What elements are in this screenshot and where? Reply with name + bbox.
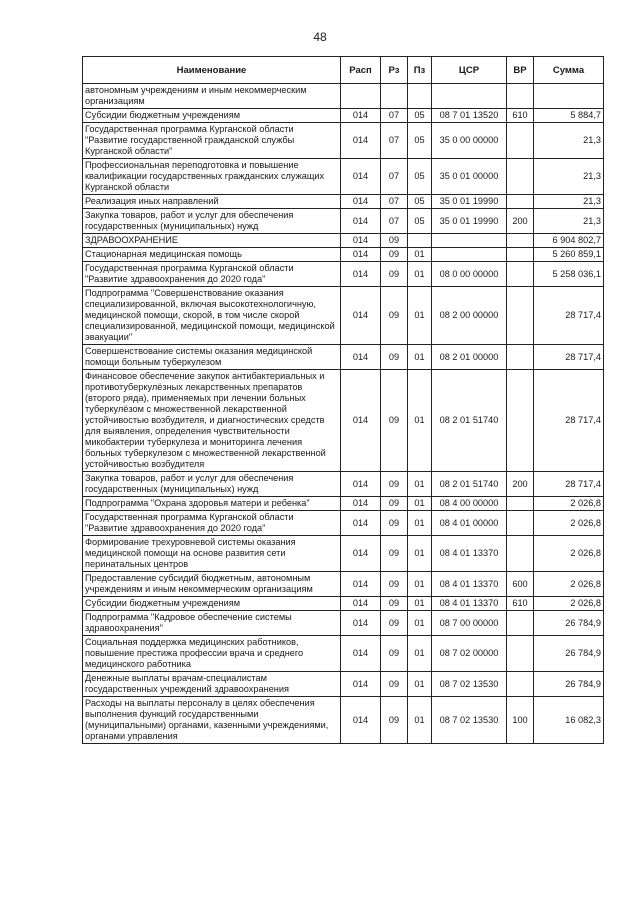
cell-rasp: 014 (341, 597, 381, 611)
cell-rasp: 014 (341, 697, 381, 744)
cell-pz: 05 (408, 109, 432, 123)
cell-rz: 07 (381, 195, 408, 209)
cell-csr: 08 4 01 13370 (432, 536, 507, 572)
cell-name: ЗДРАВООХРАНЕНИЕ (83, 234, 341, 248)
cell-vr (507, 248, 534, 262)
cell-vr (507, 345, 534, 370)
table-row (83, 234, 604, 248)
table-row (83, 572, 604, 597)
cell-vr (507, 123, 534, 159)
cell-name: Закупка товаров, работ и услуг для обеспечения государственных (муниципальных) нужд (83, 472, 341, 497)
cell-name: Профессиональная переподготовка и повышение квалификации государственных гражданских служащих Курганской области (83, 159, 341, 195)
cell-rz: 07 (381, 109, 408, 123)
cell-csr (432, 248, 507, 262)
cell-name: Подпрограмма "Охрана здоровья матери и ребенка" (83, 497, 341, 511)
cell-name: Расходы на выплаты персоналу в целях обеспечения выполнения функций государственными (муниципальными) органами, казенными учреждениями, органами управления (83, 697, 341, 744)
cell-pz: 05 (408, 209, 432, 234)
cell-sum: 2 026,8 (534, 597, 604, 611)
cell-sum: 28 717,4 (534, 472, 604, 497)
cell-csr: 35 0 01 00000 (432, 159, 507, 195)
table-body (83, 84, 604, 744)
table-row (83, 511, 604, 536)
cell-rz: 09 (381, 262, 408, 287)
cell-rz: 09 (381, 536, 408, 572)
cell-rz: 09 (381, 234, 408, 248)
cell-vr (507, 536, 534, 572)
cell-sum: 21,3 (534, 123, 604, 159)
cell-csr: 08 2 00 00000 (432, 287, 507, 345)
cell-pz: 01 (408, 497, 432, 511)
cell-csr: 08 7 02 13530 (432, 672, 507, 697)
cell-name: автономным учреждениям и иным некоммерческим организациям (83, 84, 341, 109)
table-row (83, 536, 604, 572)
cell-sum: 5 258 036,1 (534, 262, 604, 287)
cell-rasp: 014 (341, 209, 381, 234)
cell-pz: 01 (408, 572, 432, 597)
cell-name: Государственная программа Курганской области "Развитие здравоохранения до 2020 года" (83, 511, 341, 536)
cell-pz: 01 (408, 697, 432, 744)
cell-rasp: 014 (341, 511, 381, 536)
table-row (83, 248, 604, 262)
table-row (83, 84, 604, 109)
cell-sum: 28 717,4 (534, 287, 604, 345)
table-row (83, 672, 604, 697)
table-row (83, 697, 604, 744)
cell-rz: 09 (381, 672, 408, 697)
cell-vr (507, 287, 534, 345)
cell-csr: 08 4 01 13370 (432, 572, 507, 597)
cell-sum: 5 260 859,1 (534, 248, 604, 262)
cell-pz: 01 (408, 370, 432, 472)
cell-sum: 16 082,3 (534, 697, 604, 744)
cell-rz: 09 (381, 611, 408, 636)
cell-rasp: 014 (341, 370, 381, 472)
cell-rasp: 014 (341, 536, 381, 572)
column-header-pz: Пз (408, 57, 432, 84)
cell-rz: 07 (381, 123, 408, 159)
cell-pz: 01 (408, 536, 432, 572)
cell-csr: 08 4 01 00000 (432, 511, 507, 536)
cell-csr: 08 7 01 13520 (432, 109, 507, 123)
table-row (83, 611, 604, 636)
cell-name: Финансовое обеспечение закупок антибактериальных и противотуберкулёзных лекарственных препаратов (второго ряда), применяемых при лечении больных туберкулёзом с множественной лекарственной устойчивостью возбудителя, и диагностических средств для выявления, определения чувствительности микобактерии туберкулеза и мониторинга лечения больных туберкулезом с множественной лекарственной устойчивостью возбудителя (83, 370, 341, 472)
cell-rz: 07 (381, 209, 408, 234)
cell-vr (507, 370, 534, 472)
cell-pz: 01 (408, 248, 432, 262)
cell-sum: 2 026,8 (534, 572, 604, 597)
cell-vr (507, 234, 534, 248)
cell-name: Социальная поддержка медицинских работников, повышение престижа профессии врача и среднего медицинского работника (83, 636, 341, 672)
cell-sum: 26 784,9 (534, 611, 604, 636)
cell-rz: 09 (381, 370, 408, 472)
cell-rasp: 014 (341, 123, 381, 159)
cell-vr: 200 (507, 209, 534, 234)
cell-csr: 08 2 01 00000 (432, 345, 507, 370)
column-header-rz: Рз (381, 57, 408, 84)
cell-vr (507, 497, 534, 511)
cell-pz: 05 (408, 195, 432, 209)
cell-sum: 21,3 (534, 209, 604, 234)
cell-csr: 08 7 02 13530 (432, 697, 507, 744)
cell-csr: 08 2 01 51740 (432, 472, 507, 497)
cell-csr: 08 2 01 51740 (432, 370, 507, 472)
cell-vr (507, 511, 534, 536)
page-number: 48 (313, 30, 327, 44)
cell-vr: 610 (507, 597, 534, 611)
cell-sum: 5 884,7 (534, 109, 604, 123)
cell-sum (534, 84, 604, 109)
column-header-csr: ЦСР (432, 57, 507, 84)
cell-rz: 09 (381, 597, 408, 611)
cell-rasp: 014 (341, 345, 381, 370)
cell-rz: 09 (381, 697, 408, 744)
cell-rz: 07 (381, 159, 408, 195)
cell-rz: 09 (381, 497, 408, 511)
cell-rasp: 014 (341, 287, 381, 345)
cell-sum: 28 717,4 (534, 370, 604, 472)
cell-rasp: 014 (341, 672, 381, 697)
cell-name: Совершенствование системы оказания медицинской помощи больным туберкулезом (83, 345, 341, 370)
cell-rasp: 014 (341, 159, 381, 195)
cell-vr (507, 611, 534, 636)
cell-rasp (341, 84, 381, 109)
cell-rz: 09 (381, 345, 408, 370)
cell-sum: 28 717,4 (534, 345, 604, 370)
cell-sum: 21,3 (534, 195, 604, 209)
budget-table (82, 56, 604, 744)
cell-pz: 01 (408, 345, 432, 370)
cell-rz: 09 (381, 511, 408, 536)
cell-vr (507, 636, 534, 672)
cell-sum: 26 784,9 (534, 672, 604, 697)
cell-sum: 2 026,8 (534, 497, 604, 511)
cell-csr: 08 7 02 00000 (432, 636, 507, 672)
cell-pz: 05 (408, 159, 432, 195)
cell-pz: 01 (408, 287, 432, 345)
cell-vr (507, 672, 534, 697)
cell-vr: 600 (507, 572, 534, 597)
table-row (83, 159, 604, 195)
table-row (83, 497, 604, 511)
cell-pz: 01 (408, 262, 432, 287)
cell-pz (408, 84, 432, 109)
cell-sum: 6 904 802,7 (534, 234, 604, 248)
cell-csr: 35 0 01 19990 (432, 195, 507, 209)
table-row (83, 209, 604, 234)
cell-rasp: 014 (341, 497, 381, 511)
cell-sum: 26 784,9 (534, 636, 604, 672)
cell-csr (432, 84, 507, 109)
cell-rasp: 014 (341, 472, 381, 497)
cell-pz: 05 (408, 123, 432, 159)
cell-rz: 09 (381, 472, 408, 497)
cell-rasp: 014 (341, 636, 381, 672)
cell-vr: 610 (507, 109, 534, 123)
cell-sum: 2 026,8 (534, 511, 604, 536)
cell-pz: 01 (408, 672, 432, 697)
cell-rasp: 014 (341, 572, 381, 597)
cell-rz (381, 84, 408, 109)
column-header-sum: Сумма (534, 57, 604, 84)
cell-csr: 08 7 00 00000 (432, 611, 507, 636)
cell-vr (507, 195, 534, 209)
cell-sum: 2 026,8 (534, 536, 604, 572)
cell-pz: 01 (408, 611, 432, 636)
cell-rasp: 014 (341, 195, 381, 209)
cell-pz (408, 234, 432, 248)
cell-rz: 09 (381, 572, 408, 597)
table-row (83, 195, 604, 209)
table-row (83, 636, 604, 672)
cell-rz: 09 (381, 636, 408, 672)
table-row (83, 597, 604, 611)
cell-rasp: 014 (341, 234, 381, 248)
cell-rasp: 014 (341, 248, 381, 262)
cell-name: Закупка товаров, работ и услуг для обеспечения государственных (муниципальных) нужд (83, 209, 341, 234)
cell-name: Предоставление субсидий бюджетным, автономным учреждениям и иным некоммерческим организациям (83, 572, 341, 597)
cell-vr: 200 (507, 472, 534, 497)
cell-name: Государственная программа Курганской области "Развитие здравоохранения до 2020 года" (83, 262, 341, 287)
cell-rasp: 014 (341, 109, 381, 123)
column-header-vr: ВР (507, 57, 534, 84)
cell-vr (507, 159, 534, 195)
cell-csr: 08 4 01 13370 (432, 597, 507, 611)
cell-name: Подпрограмма "Совершенствование оказания специализированной, включая высокотехнологичную, медицинской помощи, скорой, в том числе скорой специализированной, медицинской помощи, медицинской эвакуации" (83, 287, 341, 345)
column-header-rasp: Расп (341, 57, 381, 84)
cell-name: Подпрограмма "Кадровое обеспечение системы здравоохранения" (83, 611, 341, 636)
table-row (83, 287, 604, 345)
cell-name: Стационарная медицинская помощь (83, 248, 341, 262)
table-row (83, 109, 604, 123)
cell-pz: 01 (408, 597, 432, 611)
table-row (83, 262, 604, 287)
cell-vr (507, 262, 534, 287)
cell-name: Формирование трехуровневой системы оказания медицинской помощи на основе развития сети перинатальных центров (83, 536, 341, 572)
cell-name: Субсидии бюджетным учреждениям (83, 597, 341, 611)
cell-rz: 09 (381, 287, 408, 345)
cell-pz: 01 (408, 472, 432, 497)
table-row (83, 472, 604, 497)
table-row (83, 345, 604, 370)
cell-rasp: 014 (341, 611, 381, 636)
cell-sum: 21,3 (534, 159, 604, 195)
cell-name: Денежные выплаты врачам-специалистам государственных учреждений здравоохранения (83, 672, 341, 697)
cell-name: Реализация иных направлений (83, 195, 341, 209)
cell-csr (432, 234, 507, 248)
cell-pz: 01 (408, 511, 432, 536)
cell-name: Государственная программа Курганской области "Развитие государственной гражданской службы Курганской области" (83, 123, 341, 159)
cell-rz: 09 (381, 248, 408, 262)
table-row (83, 370, 604, 472)
cell-csr: 35 0 01 19990 (432, 209, 507, 234)
cell-rasp: 014 (341, 262, 381, 287)
cell-csr: 08 4 00 00000 (432, 497, 507, 511)
cell-pz: 01 (408, 636, 432, 672)
table-header-row (83, 57, 604, 84)
cell-vr (507, 84, 534, 109)
cell-csr: 35 0 00 00000 (432, 123, 507, 159)
table-row (83, 123, 604, 159)
cell-name: Субсидии бюджетным учреждениям (83, 109, 341, 123)
cell-csr: 08 0 00 00000 (432, 262, 507, 287)
column-header-name: Наименование (83, 57, 341, 84)
cell-vr: 100 (507, 697, 534, 744)
